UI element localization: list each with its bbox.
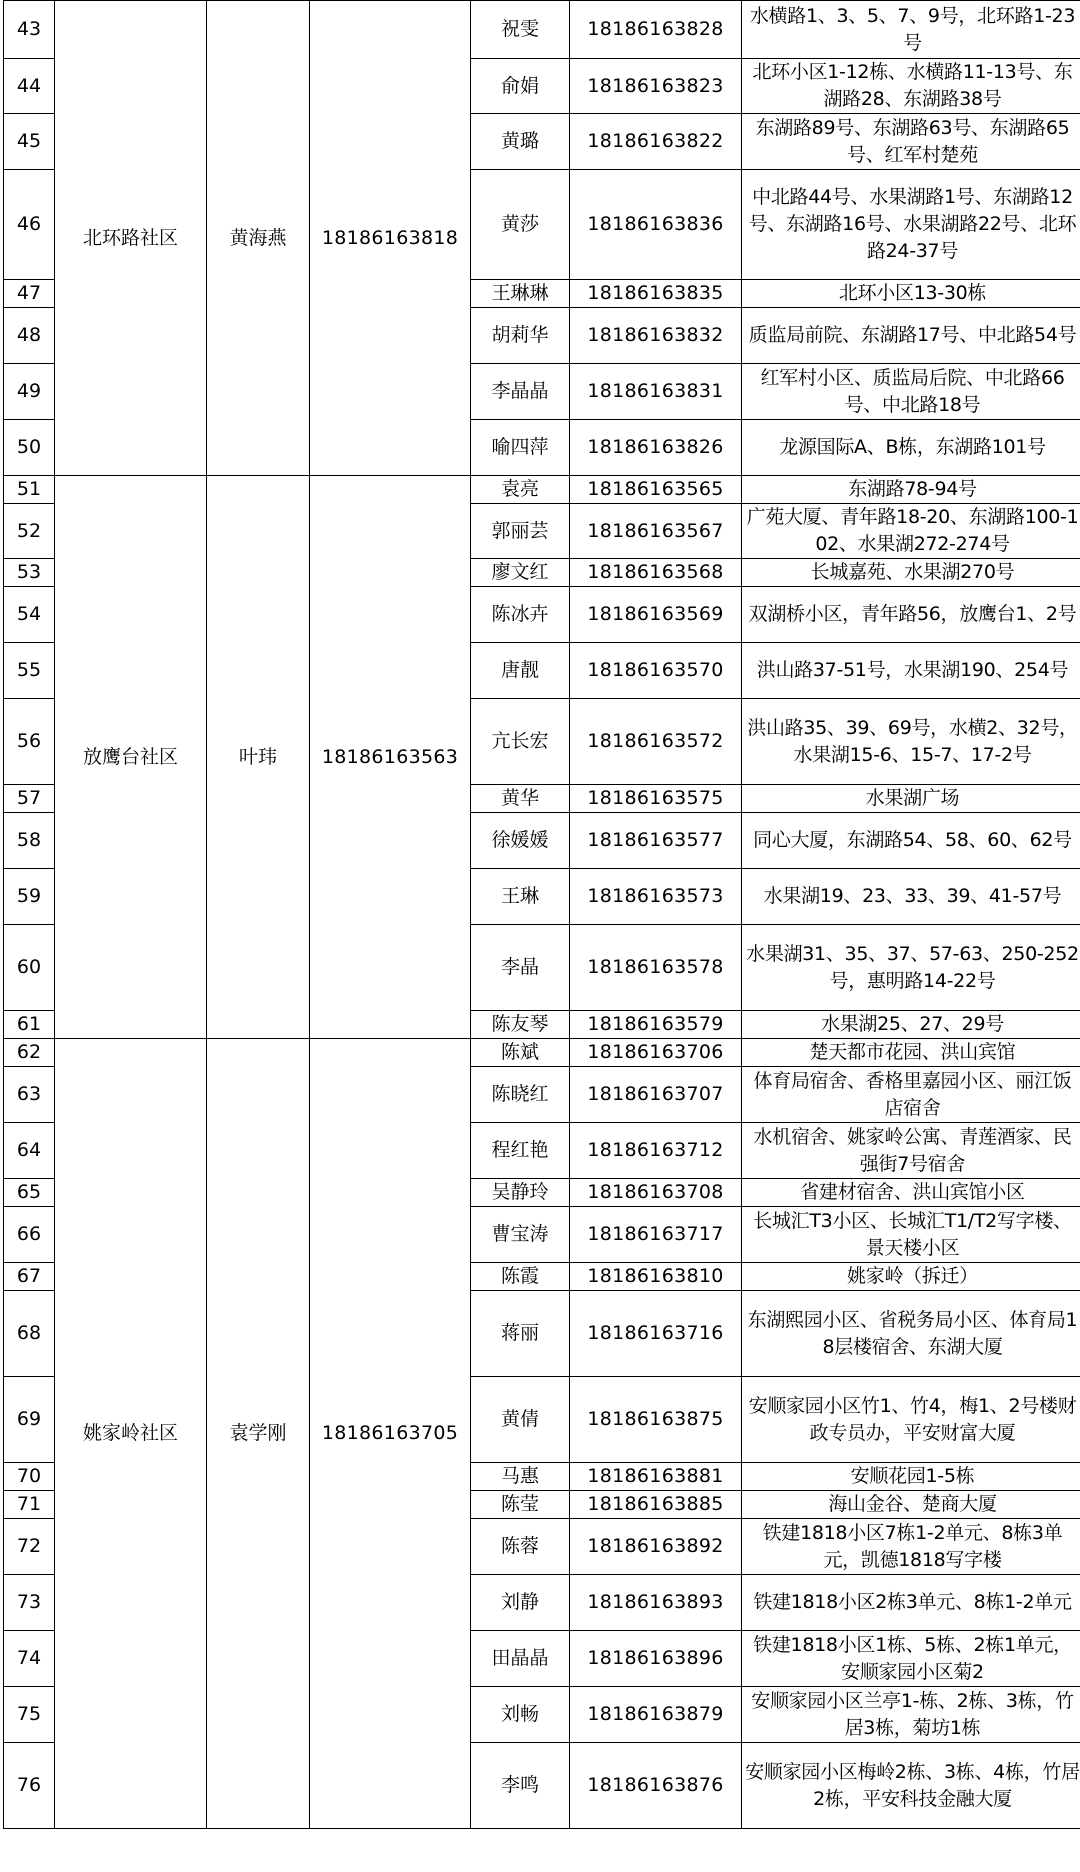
- contact-phone: 18186163896: [570, 1631, 742, 1687]
- row-number: 45: [4, 114, 55, 170]
- service-area: 安顺家园小区竹1、竹4，梅1、2号楼财政专员办，平安财富大厦: [742, 1377, 1080, 1463]
- contact-phone: 18186163885: [570, 1491, 742, 1519]
- row-number: 75: [4, 1687, 55, 1743]
- row-number: 46: [4, 170, 55, 280]
- contact-phone: 18186163712: [570, 1123, 742, 1179]
- row-number: 58: [4, 813, 55, 869]
- contact-name: 曹宝涛: [471, 1207, 570, 1263]
- contact-phone: 18186163567: [570, 504, 742, 559]
- service-area: 省建材宿舍、洪山宾馆小区: [742, 1179, 1080, 1207]
- contact-phone: 18186163823: [570, 59, 742, 114]
- row-number: 69: [4, 1377, 55, 1463]
- contact-name: 李晶: [471, 925, 570, 1011]
- contact-name: 黄倩: [471, 1377, 570, 1463]
- row-number: 43: [4, 1, 55, 59]
- community-leader: 袁学刚: [207, 1039, 310, 1829]
- contact-phone: 18186163572: [570, 699, 742, 785]
- contact-name: 陈蓉: [471, 1519, 570, 1575]
- contact-phone: 18186163716: [570, 1291, 742, 1377]
- service-area: 北环小区13-30栋: [742, 280, 1080, 308]
- row-number: 48: [4, 308, 55, 364]
- row-number: 52: [4, 504, 55, 559]
- table-body: [4, 1, 1080, 1829]
- table-row: [4, 1, 1080, 59]
- contact-phone: 18186163577: [570, 813, 742, 869]
- service-area: 水果湖25、27、29号: [742, 1011, 1080, 1039]
- community-leader: 叶玮: [207, 476, 310, 1039]
- contact-phone: 18186163892: [570, 1519, 742, 1575]
- service-area: 铁建1818小区7栋1-2单元、8栋3单元，凯德1818写字楼: [742, 1519, 1080, 1575]
- contact-phone: 18186163578: [570, 925, 742, 1011]
- contact-name: 李晶晶: [471, 364, 570, 420]
- contact-phone: 18186163707: [570, 1067, 742, 1123]
- row-number: 47: [4, 280, 55, 308]
- community-contact-table: [3, 0, 1080, 1829]
- service-area: 双湖桥小区，青年路56，放鹰台1、2号: [742, 587, 1080, 643]
- row-number: 61: [4, 1011, 55, 1039]
- row-number: 73: [4, 1575, 55, 1631]
- contact-phone: 18186163575: [570, 785, 742, 813]
- service-area: 东湖路78-94号: [742, 476, 1080, 504]
- contact-name: 田晶晶: [471, 1631, 570, 1687]
- service-area: 铁建1818小区2栋3单元、8栋1-2单元: [742, 1575, 1080, 1631]
- contact-name: 黄莎: [471, 170, 570, 280]
- contact-name: 唐靓: [471, 643, 570, 699]
- service-area: 龙源国际A、B栋，东湖路101号: [742, 420, 1080, 476]
- service-area: 体育局宿舍、香格里嘉园小区、丽江饭店宿舍: [742, 1067, 1080, 1123]
- row-number: 62: [4, 1039, 55, 1067]
- contact-phone: 18186163717: [570, 1207, 742, 1263]
- row-number: 65: [4, 1179, 55, 1207]
- row-number: 74: [4, 1631, 55, 1687]
- service-area: 红军村小区、质监局后院、中北路66号、中北路18号: [742, 364, 1080, 420]
- contact-phone: 18186163875: [570, 1377, 742, 1463]
- service-area: 水机宿舍、姚家岭公寓、青莲酒家、民强街7号宿舍: [742, 1123, 1080, 1179]
- service-area: 安顺花园1-5栋: [742, 1463, 1080, 1491]
- contact-name: 黄璐: [471, 114, 570, 170]
- contact-name: 陈斌: [471, 1039, 570, 1067]
- row-number: 53: [4, 559, 55, 587]
- contact-name: 李鸣: [471, 1743, 570, 1829]
- table-row: [4, 1039, 1080, 1067]
- community-leader: 黄海燕: [207, 1, 310, 476]
- community-name: 北环路社区: [55, 1, 207, 476]
- contact-name: 陈晓红: [471, 1067, 570, 1123]
- row-number: 71: [4, 1491, 55, 1519]
- service-area: 姚家岭（拆迁）: [742, 1263, 1080, 1291]
- contact-name: 徐媛媛: [471, 813, 570, 869]
- contact-name: 刘畅: [471, 1687, 570, 1743]
- contact-phone: 18186163881: [570, 1463, 742, 1491]
- service-area: 洪山路35、39、69号，水横2、32号，水果湖15-6、15-7、17-2号: [742, 699, 1080, 785]
- contact-name: 程红艳: [471, 1123, 570, 1179]
- community-leader-phone: 18186163818: [310, 1, 471, 476]
- row-number: 64: [4, 1123, 55, 1179]
- service-area: 铁建1818小区1栋、5栋、2栋1单元，安顺家园小区菊2: [742, 1631, 1080, 1687]
- contact-name: 吴静玲: [471, 1179, 570, 1207]
- service-area: 水果湖广场: [742, 785, 1080, 813]
- contact-name: 蒋丽: [471, 1291, 570, 1377]
- service-area: 水果湖19、23、33、39、41-57号: [742, 869, 1080, 925]
- service-area: 东湖路89号、东湖路63号、东湖路65号、红军村楚苑: [742, 114, 1080, 170]
- contact-phone: 18186163835: [570, 280, 742, 308]
- row-number: 44: [4, 59, 55, 114]
- contact-name: 俞娟: [471, 59, 570, 114]
- contact-phone: 18186163893: [570, 1575, 742, 1631]
- contact-phone: 18186163810: [570, 1263, 742, 1291]
- service-area: 安顺家园小区兰亭1-栋、2栋、3栋，竹居3栋，菊坊1栋: [742, 1687, 1080, 1743]
- contact-name: 祝雯: [471, 1, 570, 59]
- contact-phone: 18186163708: [570, 1179, 742, 1207]
- contact-name: 廖文红: [471, 559, 570, 587]
- service-area: 长城嘉苑、水果湖270号: [742, 559, 1080, 587]
- contact-name: 亢长宏: [471, 699, 570, 785]
- row-number: 54: [4, 587, 55, 643]
- row-number: 51: [4, 476, 55, 504]
- table-row: [4, 476, 1080, 504]
- row-number: 60: [4, 925, 55, 1011]
- service-area: 楚天都市花园、洪山宾馆: [742, 1039, 1080, 1067]
- contact-name: 陈冰卉: [471, 587, 570, 643]
- row-number: 76: [4, 1743, 55, 1829]
- service-area: 洪山路37-51号，水果湖190、254号: [742, 643, 1080, 699]
- contact-name: 刘静: [471, 1575, 570, 1631]
- contact-name: 陈霞: [471, 1263, 570, 1291]
- contact-phone: 18186163568: [570, 559, 742, 587]
- service-area: 水果湖31、35、37、57-63、250-252号，惠明路14-22号: [742, 925, 1080, 1011]
- contact-name: 陈莹: [471, 1491, 570, 1519]
- row-number: 68: [4, 1291, 55, 1377]
- contact-phone: 18186163876: [570, 1743, 742, 1829]
- service-area: 海山金谷、楚商大厦: [742, 1491, 1080, 1519]
- row-number: 67: [4, 1263, 55, 1291]
- contact-phone: 18186163579: [570, 1011, 742, 1039]
- contact-phone: 18186163826: [570, 420, 742, 476]
- service-area: 同心大厦，东湖路54、58、60、62号: [742, 813, 1080, 869]
- service-area: 长城汇T3小区、长城汇T1/T2写字楼、景天楼小区: [742, 1207, 1080, 1263]
- community-leader-phone: 18186163705: [310, 1039, 471, 1829]
- contact-name: 郭丽芸: [471, 504, 570, 559]
- row-number: 66: [4, 1207, 55, 1263]
- contact-name: 喻四萍: [471, 420, 570, 476]
- row-number: 55: [4, 643, 55, 699]
- community-leader-phone: 18186163563: [310, 476, 471, 1039]
- row-number: 72: [4, 1519, 55, 1575]
- community-name: 姚家岭社区: [55, 1039, 207, 1829]
- row-number: 59: [4, 869, 55, 925]
- contact-phone: 18186163832: [570, 308, 742, 364]
- row-number: 49: [4, 364, 55, 420]
- row-number: 56: [4, 699, 55, 785]
- row-number: 57: [4, 785, 55, 813]
- contact-name: 马惠: [471, 1463, 570, 1491]
- contact-phone: 18186163822: [570, 114, 742, 170]
- community-name: 放鹰台社区: [55, 476, 207, 1039]
- row-number: 70: [4, 1463, 55, 1491]
- service-area: 中北路44号、水果湖路1号、东湖路12号、东湖路16号、水果湖路22号、北环路24-37号: [742, 170, 1080, 280]
- service-area: 北环小区1-12栋、水横路11-13号、东湖路28、东湖路38号: [742, 59, 1080, 114]
- contact-phone: 18186163879: [570, 1687, 742, 1743]
- row-number: 63: [4, 1067, 55, 1123]
- contact-name: 胡莉华: [471, 308, 570, 364]
- row-number: 50: [4, 420, 55, 476]
- contact-phone: 18186163836: [570, 170, 742, 280]
- contact-phone: 18186163828: [570, 1, 742, 59]
- contact-phone: 18186163706: [570, 1039, 742, 1067]
- contact-phone: 18186163573: [570, 869, 742, 925]
- contact-name: 袁亮: [471, 476, 570, 504]
- service-area: 东湖熙园小区、省税务局小区、体育局18层楼宿舍、东湖大厦: [742, 1291, 1080, 1377]
- contact-phone: 18186163570: [570, 643, 742, 699]
- service-area: 水横路1、3、5、7、9号，北环路1-23号: [742, 1, 1080, 59]
- contact-phone: 18186163569: [570, 587, 742, 643]
- contact-name: 王琳: [471, 869, 570, 925]
- contact-phone: 18186163565: [570, 476, 742, 504]
- contact-name: 陈友琴: [471, 1011, 570, 1039]
- service-area: 安顺家园小区梅岭2栋、3栋、4栋，竹居2栋，平安科技金融大厦: [742, 1743, 1080, 1829]
- contact-name: 王琳琳: [471, 280, 570, 308]
- contact-name: 黄华: [471, 785, 570, 813]
- service-area: 质监局前院、东湖路17号、中北路54号: [742, 308, 1080, 364]
- contact-phone: 18186163831: [570, 364, 742, 420]
- service-area: 广苑大厦、青年路18-20、东湖路100-102、水果湖272-274号: [742, 504, 1080, 559]
